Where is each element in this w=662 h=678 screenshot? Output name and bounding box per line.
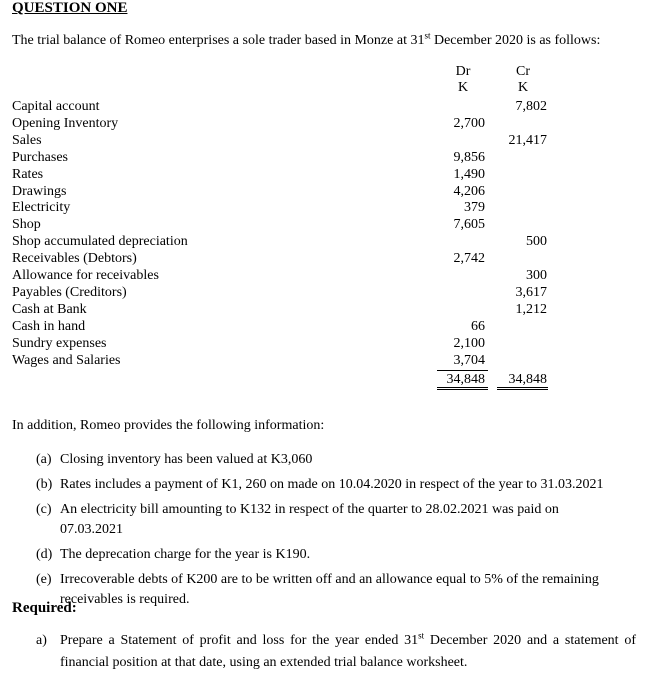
account-name: Electricity [12,200,71,215]
item-text: The deprecation charge for the year is K190. [60,547,311,562]
item-label: (c) [36,502,52,517]
table-row [12,267,552,284]
account-name: Opening Inventory [12,116,119,131]
account-name: Allowance for receivables [12,268,159,283]
item-label: (a) [36,452,52,467]
cr-amount: 500 [526,234,547,249]
item-text: Closing inventory has been valued at K3,060 [60,452,313,467]
cr-total-double-rule-1 [497,387,548,388]
cr-amount: 7,802 [515,99,547,114]
intro-text-sup: st [424,30,431,41]
dr-column-header [433,64,493,96]
table-row [12,301,552,318]
cr-unit: K [517,80,529,95]
intro-text [12,32,600,49]
cr-amount: 21,417 [508,133,547,148]
list-item [36,570,636,610]
dr-amount: 2,742 [453,251,485,266]
info-list [36,450,636,615]
dr-unit: K [457,80,469,95]
cr-label: Cr [516,64,530,79]
account-name: Drawings [12,184,67,199]
dr-amount: 1,490 [453,167,485,182]
dr-amount: 9,856 [453,150,485,165]
account-name: Shop accumulated depreciation [12,234,188,249]
account-name: Shop [12,217,41,232]
account-name: Capital account [12,99,100,114]
totals-row [12,371,552,388]
dr-total-double-rule-2 [437,389,488,390]
account-name: Purchases [12,150,68,165]
account-name: Wages and Salaries [12,353,121,368]
table-row [12,166,552,183]
dr-amount: 2,100 [453,336,485,351]
table-row [12,284,552,301]
required-heading: Required: [12,600,77,616]
account-name: Sales [12,133,42,148]
dr-label: Dr [455,64,471,79]
task-text-before: Prepare a Statement of profit and loss for the year ended 31 [60,633,419,648]
total-dr: 34,848 [446,372,485,387]
dr-amount: 2,700 [453,116,485,131]
table-row [12,132,552,149]
task-text-sup: st [418,630,425,641]
item-text: Rates includes a payment of K1, 260 on made on 10.04.2020 in respect of the year to 31.03.2021 [60,477,604,492]
task-text [36,630,636,674]
required-task [36,630,636,674]
total-cr: 34,848 [508,372,547,387]
account-name: Sundry expenses [12,336,107,351]
dr-amount: 379 [464,200,485,215]
cr-amount: 300 [526,268,547,283]
question-heading: QUESTION ONE [12,0,128,16]
task-text-after: December 2020 and a statement of financial position at that date, using an extended trial balance worksheet. [60,633,636,670]
account-name: Payables (Creditors) [12,285,127,300]
table-row [12,233,552,250]
item-label: (b) [36,477,53,492]
intro-text-before: The trial balance of Romeo enterprises a sole trader based in Monze at 31 [12,33,425,48]
list-item [36,450,636,470]
dr-amount: 3,704 [453,353,485,368]
table-row [12,352,552,369]
table-row [12,183,552,200]
list-item [36,475,636,495]
table-row [12,149,552,166]
item-label: (d) [36,547,53,562]
item-label: (e) [36,572,52,587]
account-name: Rates [12,167,44,182]
dr-amount: 7,605 [453,217,485,232]
item-text: Irrecoverable debts of K200 are to be written off and an allowance equal to 5% of the remaining receivables is required. [60,572,599,607]
table-row [12,318,552,335]
dr-total-double-rule-1 [437,387,488,388]
cr-column-header [493,64,553,96]
table-row [12,335,552,352]
account-name: Cash in hand [12,319,86,334]
table-row [12,98,552,115]
item-text: An electricity bill amounting to K132 in respect of the quarter to 28.02.2021 was paid on 07.03.2021 [60,502,559,537]
task-label: a) [36,633,47,648]
cr-total-double-rule-2 [497,389,548,390]
cr-amount: 3,617 [515,285,547,300]
account-name: Receivables (Debtors) [12,251,137,266]
account-name: Cash at Bank [12,302,87,317]
list-item [36,500,636,540]
dr-amount: 4,206 [453,184,485,199]
table-row [12,250,552,267]
dr-amount: 66 [471,319,485,334]
cr-amount: 1,212 [515,302,547,317]
table-row [12,115,552,132]
table-row [12,199,552,216]
intro-text-after: December 2020 is as follows: [430,33,601,48]
additional-info-intro: In addition, Romeo provides the following information: [12,418,325,433]
list-item [36,545,636,565]
table-row [12,216,552,233]
